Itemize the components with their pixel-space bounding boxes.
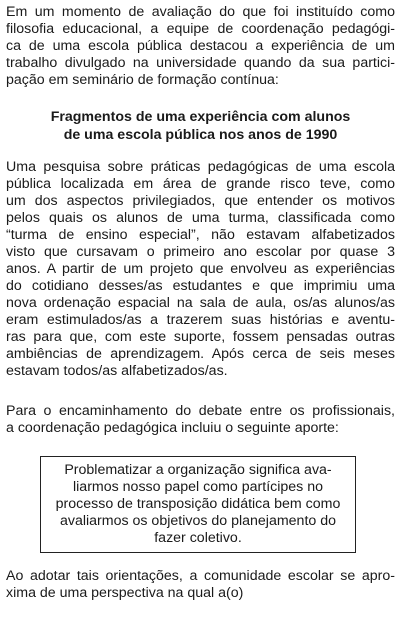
body-line: Uma pesquisa sobre práticas pedagógicas de uma escola — [6, 159, 395, 175]
question-paragraph — [6, 568, 395, 602]
intro-line: trabalho divulgado na universidade quando da sua partici- — [6, 55, 395, 71]
debate-line: Para o encaminhamento do debate entre os profissionais, — [6, 403, 395, 419]
body-line: ambiências de aprendizagem. Após cerca de seis meses — [6, 346, 395, 362]
body-line: pública localizada em área de grande risco teve, como — [6, 176, 395, 192]
question-line: xima de uma perspectiva na qual a(o) — [6, 585, 244, 601]
intro-paragraph — [6, 4, 395, 89]
body-line: “turma de ensino especial”, não estavam alfabetizados — [6, 227, 395, 243]
body-paragraph — [6, 159, 395, 380]
intro-line: filosofia educacional, a equipe de coordenação pedagógi- — [6, 21, 395, 37]
debate-line: a coordenação pedagógica incluiu o seguinte aporte: — [6, 420, 339, 436]
quote-box-line: avaliarmos os objetivos do planejamento do — [59, 513, 337, 529]
quote-box-line: processo de transposição didática bem como — [55, 496, 341, 512]
debate-paragraph — [6, 403, 395, 437]
quote-box-line: fazer coletivo. — [154, 530, 242, 546]
body-line: pelos quais os alunos de uma turma, classificada como — [6, 210, 395, 226]
body-line: estavam todos/as alfabetizados/as. — [6, 363, 228, 379]
section-title — [6, 109, 395, 144]
quote-box-line: Problematizar a organização significa ava- — [64, 462, 332, 478]
section-title-line: Fragmentos de uma experiência com alunos — [50, 109, 351, 125]
body-line: visto que cursavam o primeiro ano escolar por quase 3 — [6, 244, 395, 260]
quote-box-line: liarmos nosso papel como partícipes no — [73, 479, 323, 495]
body-line: anos. A partir de um projeto que envolveu as experiências — [6, 261, 395, 277]
body-line: eram estimulados/as a trazerem suas histórias e aventu- — [6, 312, 395, 328]
intro-line: ca de uma escola pública destacou a experiência de um — [6, 38, 395, 54]
body-line: um dos aspectos privilegiados, que entender os motivos — [6, 193, 395, 209]
question-line: Ao adotar tais orientações, a comunidade escolar se apro- — [6, 568, 395, 584]
intro-line: Em um momento de avaliação do que foi instituído como — [6, 4, 395, 20]
intro-line: pação em seminário de formação contínua: — [6, 72, 279, 88]
section-title-line: de uma escola pública nos anos de 1990 — [63, 126, 338, 143]
body-line: do cotidiano desses/as estudantes e que imprimiu uma — [6, 278, 395, 294]
body-line: ras para que, com este suporte, fossem pensadas outras — [6, 329, 395, 345]
body-line: nova ordenação espacial na sala de aula, os/as alunos/as — [6, 295, 395, 311]
quote-box — [40, 456, 356, 553]
